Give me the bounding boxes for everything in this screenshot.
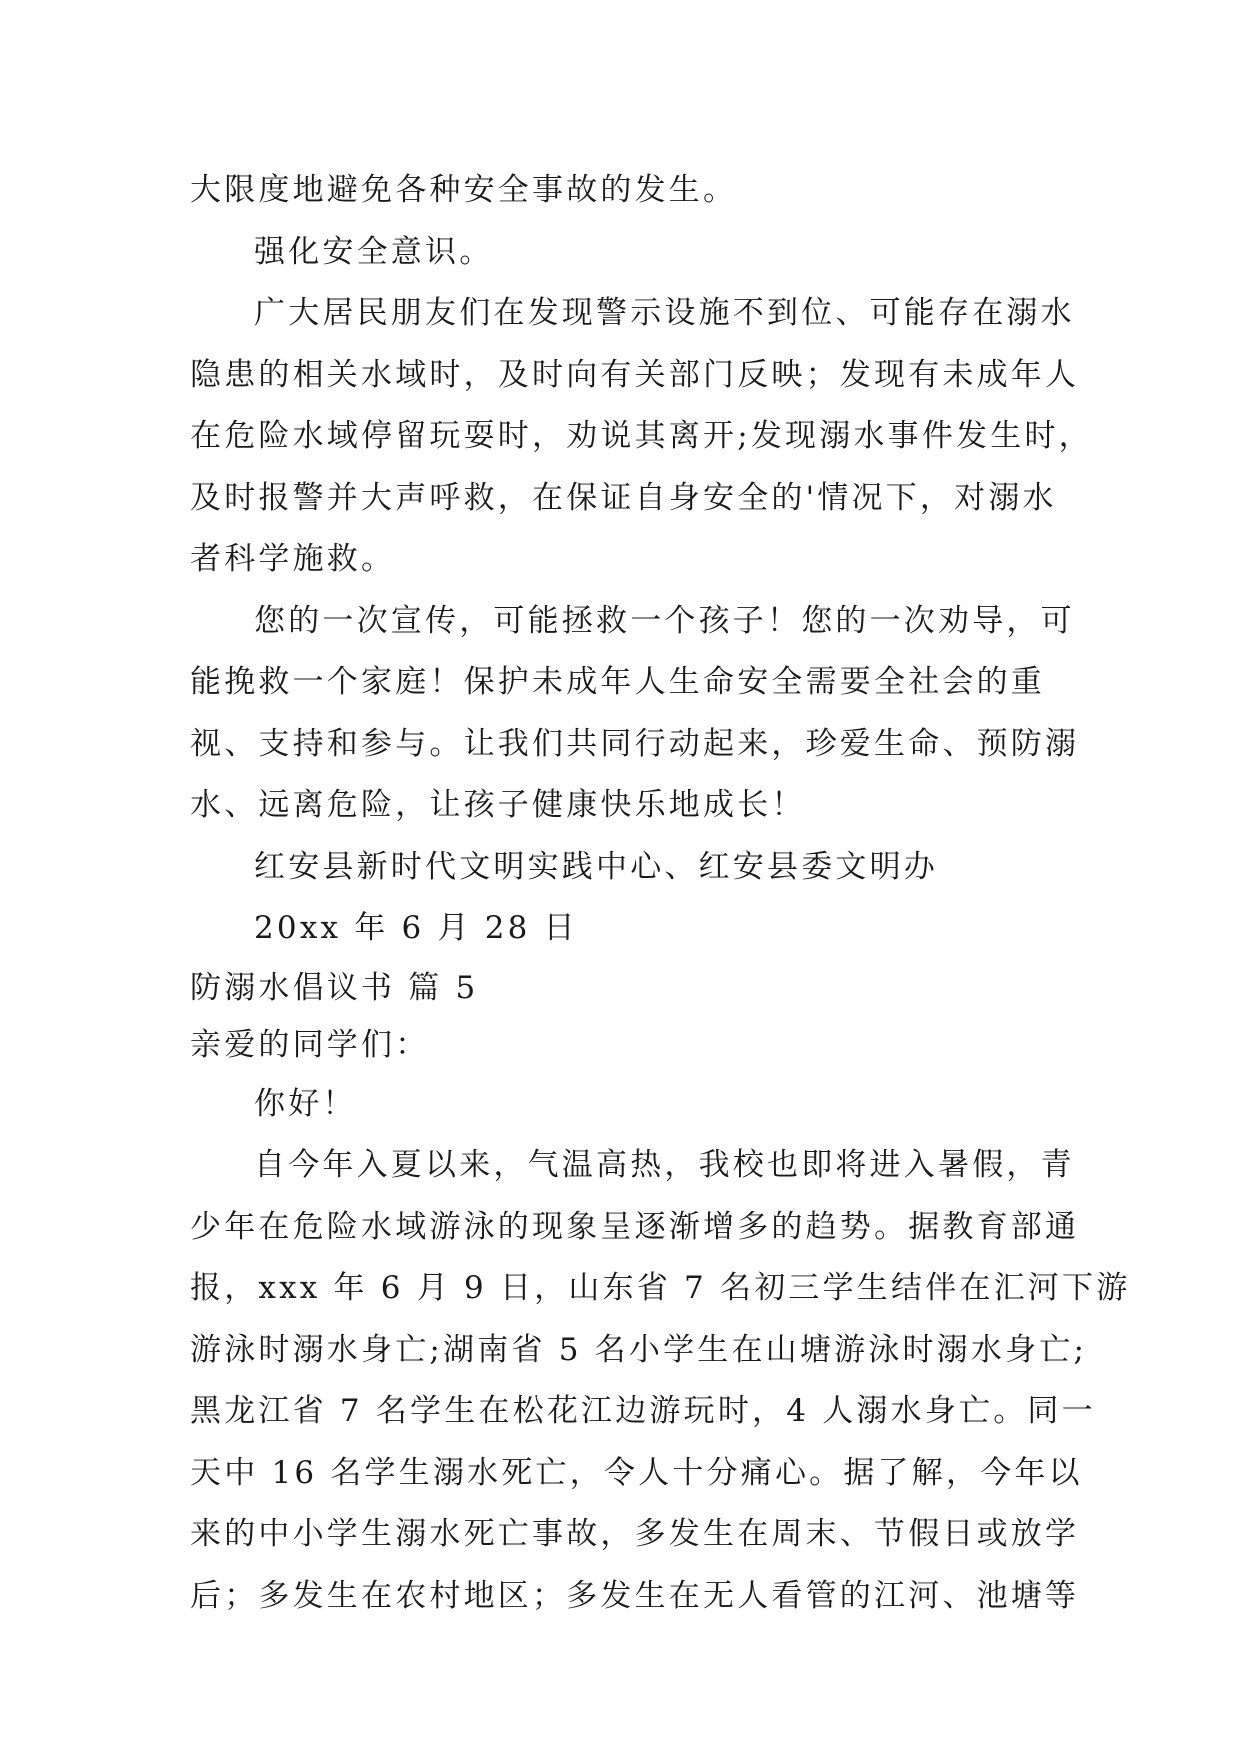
paragraph-line: 少年在危险水域游泳的现象呈逐渐增多的趋势。据教育部通 — [190, 1208, 1080, 1245]
paragraph-line: 强化安全意识。 — [254, 233, 494, 270]
paragraph-line: 黑龙江省 7 名学生在松花江边游玩时，4 人溺水身亡。同一 — [190, 1393, 1096, 1429]
greeting: 你好！ — [254, 1085, 357, 1122]
section-heading: 防溺水倡议书 篇 5 — [190, 969, 479, 1006]
salutation: 亲爱的同学们： — [190, 1026, 430, 1063]
paragraph-line: 视、支持和参与。让我们共同行动起来，珍爱生命、预防溺 — [190, 725, 1080, 762]
paragraph-line: 天中 16 名学生溺水死亡，令人十分痛心。据了解，今年以 — [190, 1454, 1083, 1491]
paragraph-line: 能挽救一个家庭！保护未成年人生命安全需要全社会的重 — [190, 664, 1045, 700]
paragraph-line: 自今年入夏以来，气温高热，我校也即将进入暑假，青 — [254, 1147, 1075, 1183]
signature-organization: 红安县新时代文明实践中心、红安县委文明办 — [254, 848, 938, 885]
paragraph-line: 及时报警并大声呼救，在保证自身安全的'情况下，对溺水 — [190, 479, 1057, 516]
paragraph-line: 水、远离危险，让孩子健康快乐地成长！ — [190, 787, 806, 823]
paragraph-line: 者科学施救。 — [190, 541, 396, 577]
paragraph-line: 报，xxx 年 6 月 9 日，山东省 7 名初三学生结伴在汇河下游 — [190, 1270, 1131, 1306]
paragraph-line: 您的一次宣传，可能拯救一个孩子！您的一次劝导，可 — [254, 602, 1075, 639]
paragraph-line: 后；多发生在农村地区；多发生在无人看管的江河、池塘等 — [190, 1577, 1080, 1614]
paragraph-line: 在危险水域停留玩耍时，劝说其离开;发现溺水事件发生时， — [190, 418, 1093, 454]
paragraph-line: 广大居民朋友们在发现警示设施不到位、可能存在溺水 — [254, 295, 1075, 331]
paragraph-line: 大限度地避免各种安全事故的发生。 — [190, 172, 738, 208]
paragraph-line: 游泳时溺水身亡;湖南省 5 名小学生在山塘游泳时溺水身亡; — [190, 1331, 1088, 1368]
paragraph-line: 隐患的相关水域时，及时向有关部门反映；发现有未成年人 — [190, 356, 1080, 393]
signature-date: 20xx 年 6 月 28 日 — [254, 910, 578, 946]
paragraph-line: 来的中小学生溺水死亡事故，多发生在周末、节假日或放学 — [190, 1516, 1080, 1552]
document-body — [190, 160, 1131, 1627]
